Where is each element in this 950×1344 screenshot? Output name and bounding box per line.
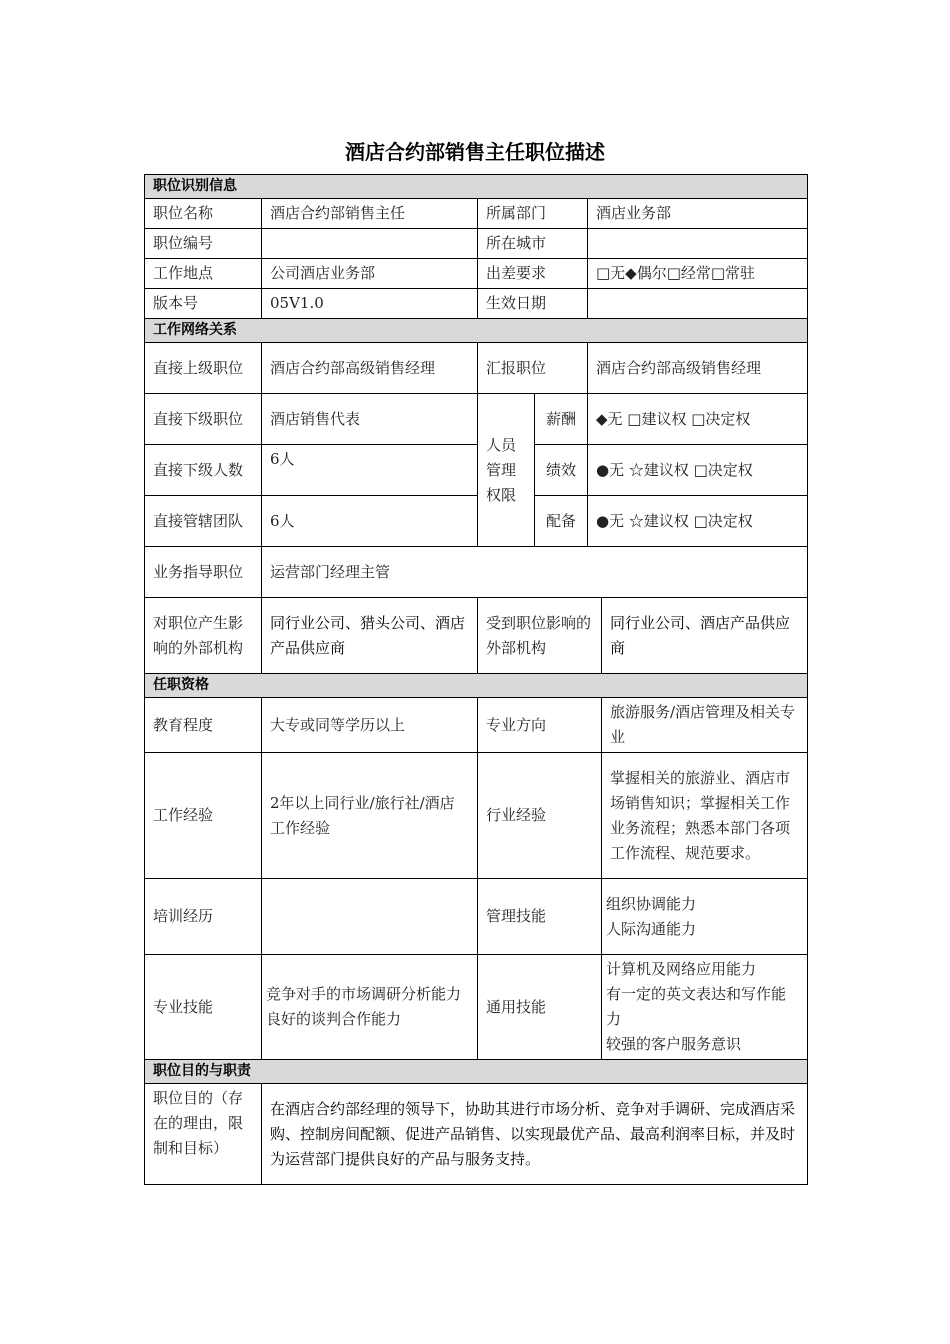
table-row: [145, 1084, 808, 1185]
effective-label: 生效日期: [478, 289, 588, 319]
training-label: 培训经历: [145, 879, 262, 955]
section-title: 职位识别信息: [145, 175, 808, 199]
table-row: [145, 698, 808, 753]
mgmt-authority-label: 人员管理权限: [478, 394, 535, 547]
section-header-network: [145, 319, 808, 343]
subordinate-label: 直接下级职位: [145, 394, 262, 445]
report-value: 酒店合约部高级销售经理: [588, 343, 808, 394]
ext-affected-label: 受到职位影响的外部机构: [478, 598, 602, 674]
general-skill-label: 通用技能: [478, 955, 602, 1060]
general-skill-value: [602, 955, 808, 1060]
exp-value: 2年以上同行业/旅行社/酒店工作经验: [262, 753, 478, 879]
ext-influence-value: 同行业公司、猎头公司、酒店产品供应商: [262, 598, 478, 674]
guide-label: 业务指导职位: [145, 547, 262, 598]
purpose-text: 在酒店合约部经理的领导下，协助其进行市场分析、竞争对手调研、完成酒店采购、控制房间配额、促进产品销售、以实现最优产品、最高利润率目标，并及时为运营部门提供良好的产品与服务支持。: [262, 1084, 808, 1185]
salary-label: 薪酬: [535, 394, 588, 445]
section-title: 工作网络关系: [145, 319, 808, 343]
table-row: [145, 445, 808, 496]
location-label: 工作地点: [145, 259, 262, 289]
table-row: [145, 259, 808, 289]
job-description-table: [144, 174, 808, 1185]
superior-value: 酒店合约部高级销售经理: [262, 343, 478, 394]
sub-count-value: 6人: [262, 445, 478, 496]
table-row: [145, 598, 808, 674]
guide-value: 运营部门经理主管: [262, 547, 808, 598]
perf-value: ●无 ☆建议权 □决定权: [588, 445, 808, 496]
page-title: 酒店合约部销售主任职位描述: [345, 140, 605, 164]
sub-count-label: 直接下级人数: [145, 445, 262, 496]
mgmt-skill-item: 人际沟通能力: [606, 919, 697, 938]
travel-label: 出差要求: [478, 259, 588, 289]
perf-label: 绩效: [535, 445, 588, 496]
team-value: 6人: [262, 496, 478, 547]
section-header-qualification: [145, 674, 808, 698]
table-row: [145, 547, 808, 598]
job-name-value: 酒店合约部销售主任: [262, 199, 478, 229]
industry-value: 掌握相关的旅游业、酒店市场销售知识；掌握相关工作业务流程；熟悉本部门各项工作流程、规范要求。: [602, 753, 808, 879]
superior-label: 直接上级职位: [145, 343, 262, 394]
general-skill-item: 较强的客户服务意识: [606, 1035, 742, 1053]
section-header-purpose: [145, 1060, 808, 1084]
prof-skill-item: 竞争对手的市场调研分析能力: [266, 985, 462, 1003]
city-value: [588, 229, 808, 259]
edu-label: 教育程度: [145, 698, 262, 753]
table-row: [145, 394, 808, 445]
general-skill-item: 有一定的英文表达和写作能力: [606, 985, 787, 1028]
industry-label: 行业经验: [478, 753, 602, 879]
exp-label: 工作经验: [145, 753, 262, 879]
mgmt-skill-item: 组织协调能力: [606, 894, 697, 913]
table-row: [145, 496, 808, 547]
salary-value: ◆无 □建议权 □决定权: [588, 394, 808, 445]
ext-influence-label: 对职位产生影响的外部机构: [145, 598, 262, 674]
prof-skill-label: 专业技能: [145, 955, 262, 1060]
table-row: [145, 343, 808, 394]
edu-value: 大专或同等学历以上: [262, 698, 478, 753]
travel-value: □无◆偶尔□经常□常驻: [588, 259, 808, 289]
version-value: 05V1.0: [262, 289, 478, 319]
team-label: 直接管辖团队: [145, 496, 262, 547]
staffing-label: 配备: [535, 496, 588, 547]
job-name-label: 职位名称: [145, 199, 262, 229]
report-label: 汇报职位: [478, 343, 588, 394]
table-row: [145, 879, 808, 955]
city-label: 所在城市: [478, 229, 588, 259]
general-skill-item: 计算机及网络应用能力: [606, 960, 757, 978]
effective-value: [588, 289, 808, 319]
section-title: 职位目的与职责: [145, 1060, 808, 1084]
table-row: [145, 229, 808, 259]
subordinate-value: 酒店销售代表: [262, 394, 478, 445]
staffing-value: ●无 ☆建议权 □决定权: [588, 496, 808, 547]
section-header-id-info: [145, 175, 808, 199]
purpose-label: 职位目的（存在的理由，限制和目标）: [145, 1084, 262, 1185]
prof-skill-value: [262, 955, 478, 1060]
major-label: 专业方向: [478, 698, 602, 753]
table-row: [145, 955, 808, 1060]
version-label: 版本号: [145, 289, 262, 319]
table-row: [145, 199, 808, 229]
job-no-value: [262, 229, 478, 259]
dept-value: 酒店业务部: [588, 199, 808, 229]
mgmt-skill-value: [602, 879, 808, 955]
table-row: [145, 289, 808, 319]
section-title: 任职资格: [145, 674, 808, 698]
table-row: [145, 753, 808, 879]
location-value: 公司酒店业务部: [262, 259, 478, 289]
mgmt-skill-label: 管理技能: [478, 879, 602, 955]
job-no-label: 职位编号: [145, 229, 262, 259]
major-value: 旅游服务/酒店管理及相关专业: [602, 698, 808, 753]
ext-affected-value: 同行业公司、酒店产品供应商: [602, 598, 808, 674]
training-value: [262, 879, 478, 955]
prof-skill-item: 良好的谈判合作能力: [266, 1010, 402, 1028]
dept-label: 所属部门: [478, 199, 588, 229]
